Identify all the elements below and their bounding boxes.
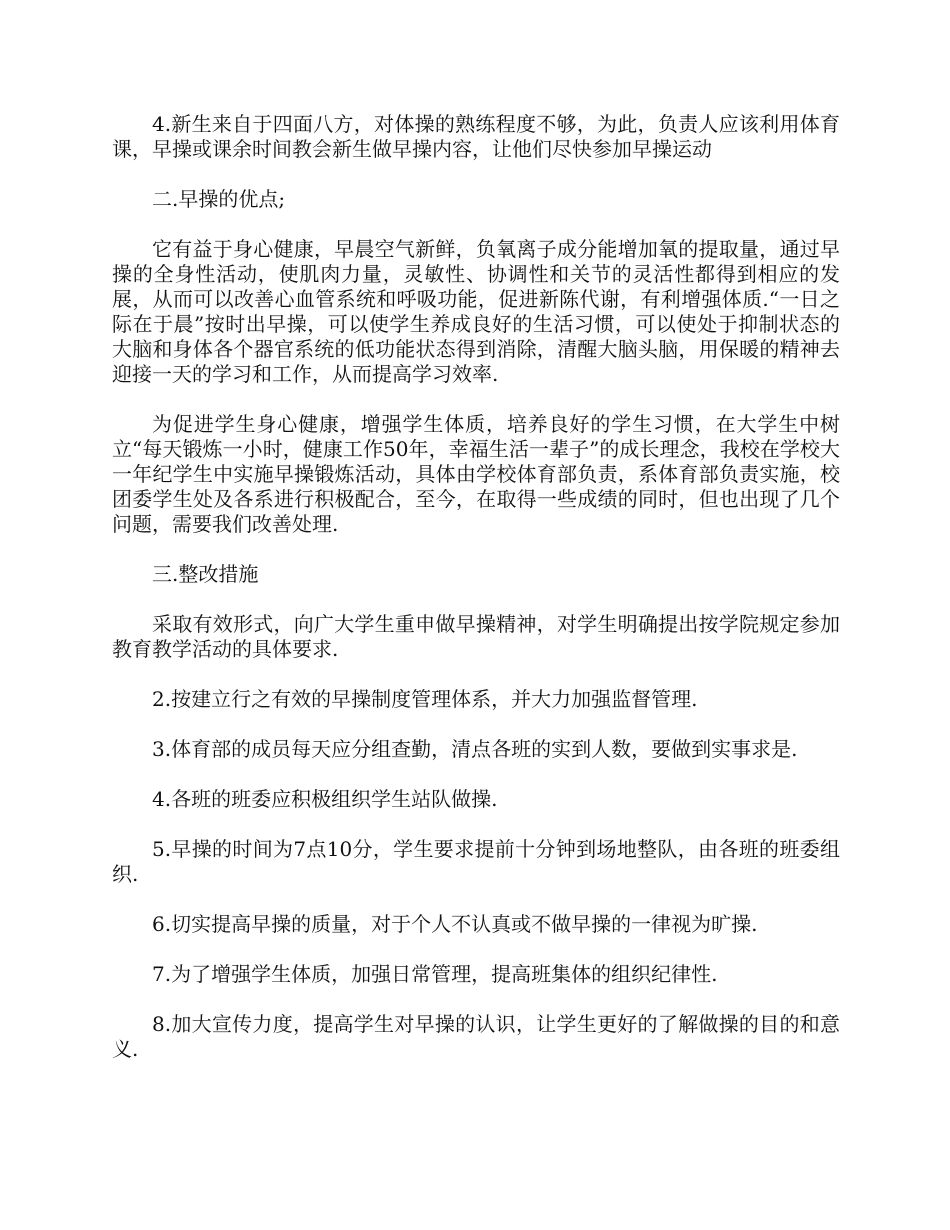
paragraph-measure-2: 2.按建立行之有效的早操制度管理体系，并大力加强监督管理.: [152, 687, 698, 711]
paragraph-measure-1: 采取有效形式，向广大学生重申做早操精神，对学生明确提出按学院规定参加教育教学活动的具体要求.: [112, 612, 840, 661]
paragraph-measure-6: 6.切实提高早操的质量，对于个人不认真或不做早操的一律视为旷操.: [152, 912, 758, 936]
paragraph-measure-8: 8.加大宣传力度，提高学生对早操的认识，让学生更好的了解做操的目的和意义.: [112, 1012, 840, 1061]
paragraph-measure-5: 5.早操的时间为7点10分，学生要求提前十分钟到场地整队，由各班的班委组织.: [112, 837, 840, 886]
paragraph-point-4-new-students: 4.新生来自于四面八方，对体操的熟练程度不够，为此，负责人应该利用体育课，早操或课余时间教会新生做早操内容，让他们尽快参加早操运动: [112, 112, 840, 161]
paragraph-health-benefits: 它有益于身心健康，早晨空气新鲜，负氧离子成分能增加氧的提取量，通过早操的全身性活动，使肌肉力量，灵敏性、协调性和关节的灵活性都得到相应的发展，从而可以改善心血管系统和呼吸功能，促进新陈代谢，有利增强体质.“一日之际在于晨”按时出早操，可以使学生养成良好的生活习惯，可以使处于抑制状态的大脑和身体各个器官系统的低功能状态得到消除，清醒大脑头脑，用保暖的精神去迎接一天的学习和工作，从而提高学习效率.: [112, 237, 840, 386]
paragraph-measure-7: 7.为了增强学生体质，加强日常管理，提高班集体的组织纪律性.: [152, 962, 718, 986]
section-heading-measures: 三.整改措施: [152, 562, 259, 586]
paragraph-measure-4: 4.各班的班委应积极组织学生站队做操.: [152, 787, 498, 811]
paragraph-school-implementation: 为促进学生身心健康，增强学生体质，培养良好的学生习惯，在大学生中树立“每天锻炼一小时，健康工作50年，幸福生活一辈子”的成长理念，我校在学校大一年纪学生中实施早操锻炼活动，具体由学校体育部负责，系体育部负责实施，校团委学生处及各系进行积极配合，至今，在取得一些成绩的同时，但也出现了几个问题，需要我们改善处理.: [112, 412, 840, 536]
section-heading-advantages: 二.早操的优点;: [152, 187, 286, 211]
document-body: [112, 112, 840, 1087]
paragraph-measure-3: 3.体育部的成员每天应分组查勤，清点各班的实到人数，要做到实事求是.: [152, 737, 798, 761]
